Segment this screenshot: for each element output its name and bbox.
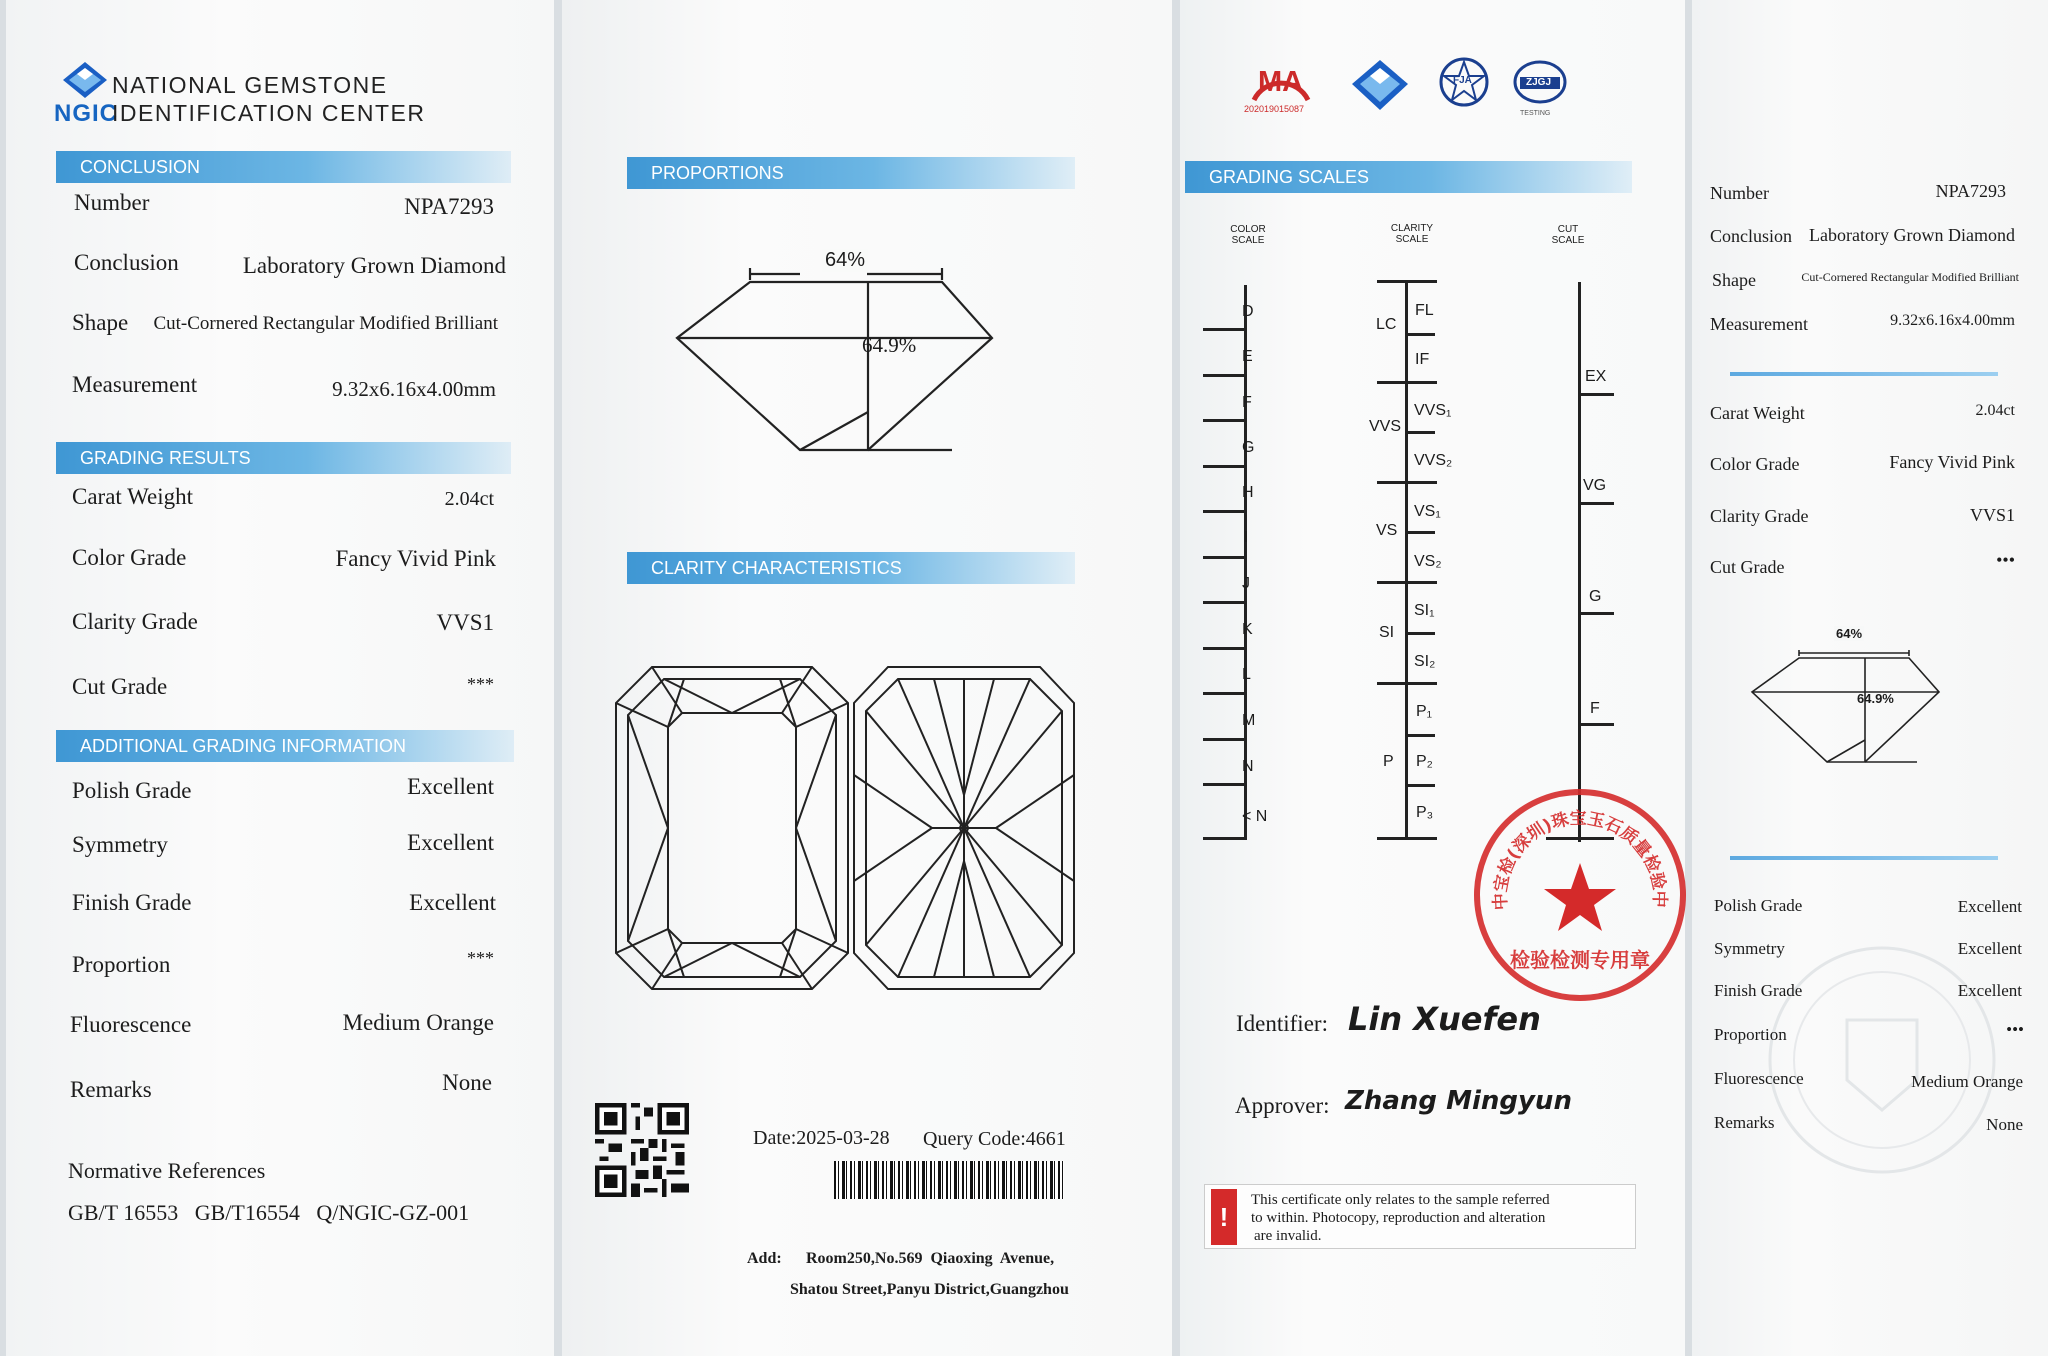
- clarity-plot-pavilion: [852, 665, 1076, 991]
- summary-conclusion-label: Conclusion: [1710, 226, 1793, 246]
- cut-scale-axis: [1578, 282, 1581, 842]
- cut-grade-EX: EX: [1585, 368, 1607, 385]
- polish-value: Excellent: [407, 774, 494, 799]
- color-tick: [1203, 374, 1245, 377]
- summary-clarity-value: VVS1: [1969, 505, 2015, 525]
- summary-table-percent: 64%: [1836, 626, 1863, 641]
- fluorescence-label: Fluorescence: [70, 1012, 192, 1037]
- cut-tick: [1578, 502, 1614, 505]
- approver-signature: Zhang Mingyun: [1345, 1086, 1572, 1116]
- section-bar-additional: ADDITIONAL GRADING INFORMATION: [56, 730, 514, 762]
- summary-carat-label: Carat Weight: [1710, 403, 1805, 423]
- ma-logo-text: MA: [1258, 66, 1304, 98]
- color-grade-M: M: [1242, 712, 1256, 729]
- identifier-signature: Lin Xuefen: [1348, 1000, 1541, 1038]
- remarks-value: None: [442, 1070, 492, 1095]
- notice-line1: This certificate only relates to the sample referred: [1251, 1192, 1550, 1208]
- summary-finish-value: Excellent: [1957, 981, 2022, 1000]
- cut-tick: [1578, 612, 1614, 615]
- summary-cut-value: •••: [1996, 550, 2015, 570]
- clarity-grade-P2: P₂: [1416, 753, 1433, 770]
- divider-2: [1730, 856, 1998, 860]
- section-bar-proportions: PROPORTIONS: [627, 157, 1075, 189]
- cut-tick: [1578, 393, 1614, 396]
- clarity-grade-label: Clarity Grade: [72, 609, 198, 634]
- color-scale-axis: [1244, 285, 1247, 840]
- shape-label: Shape: [72, 310, 129, 335]
- summary-fluorescence-value: Medium Orange: [1911, 1072, 2023, 1091]
- color-scale-header: COLOR SCALE: [1230, 224, 1266, 246]
- normative-references-list: GB/T 16553 GB/T16554 Q/NGIC-GZ-001: [68, 1200, 470, 1225]
- notice-exclamation-icon: !: [1211, 1189, 1237, 1245]
- clarity-tick: [1405, 531, 1435, 534]
- summary-number-value: NPA7293: [1935, 181, 2006, 201]
- query-code: Query Code:4661: [923, 1128, 1066, 1150]
- color-grade-G: G: [1242, 439, 1255, 456]
- summary-number-label: Number: [1710, 183, 1769, 203]
- barcode: [834, 1161, 1064, 1199]
- color-grade-K: K: [1242, 621, 1253, 638]
- testing-logo-text: TESTING: [1520, 110, 1551, 117]
- clarity-tick: [1405, 333, 1435, 336]
- color-tick: [1203, 465, 1245, 468]
- number-label: Number: [74, 190, 150, 215]
- clarity-scale-header: CLARITY SCALE: [1390, 223, 1434, 245]
- summary-color-label: Color Grade: [1710, 454, 1800, 474]
- carat-value: 2.04ct: [444, 488, 494, 510]
- fja-logo-text: FJA: [1453, 75, 1472, 86]
- measurement-label: Measurement: [72, 372, 198, 397]
- summary-depth-percent: 64.9%: [1857, 691, 1894, 706]
- address-line1: Room250,No.569 Qiaoxing Avenue,: [806, 1250, 1055, 1267]
- ngic-mark-logo: [1350, 58, 1410, 117]
- summary-finish-label: Finish Grade: [1714, 981, 1803, 1000]
- summary-shape-label: Shape: [1712, 270, 1756, 290]
- proportion-value: ***: [467, 948, 494, 968]
- clarity-tick: [1377, 381, 1437, 384]
- color-grade-L: L: [1242, 666, 1251, 683]
- notice-box: [1204, 1184, 1636, 1249]
- clarity-grade-SI1: SI₁: [1414, 602, 1435, 619]
- cut-grade-G: G: [1589, 588, 1602, 605]
- color-tick: [1203, 738, 1245, 741]
- clarity-tick: [1405, 431, 1435, 434]
- color-grade-H: H: [1242, 484, 1254, 501]
- color-grade-below-N: < N: [1242, 808, 1268, 825]
- cut-scale-header: CUT SCALE: [1551, 224, 1585, 246]
- summary-symmetry-label: Symmetry: [1714, 939, 1785, 958]
- clarity-tick: [1405, 632, 1435, 635]
- clarity-scale-axis: [1405, 280, 1408, 840]
- clarity-tick: [1405, 784, 1435, 787]
- summary-cut-label: Cut Grade: [1710, 557, 1785, 577]
- color-grade-I: I: [1244, 529, 1249, 546]
- clarity-grade-VS1: VS₁: [1414, 503, 1441, 520]
- notice-line3: are invalid.: [1254, 1228, 1322, 1244]
- clarity-grade-P3: P₃: [1416, 804, 1434, 821]
- summary-conclusion-value: Laboratory Grown Diamond: [1809, 225, 2015, 245]
- symmetry-value: Excellent: [407, 830, 494, 855]
- color-tick: [1203, 419, 1245, 422]
- finish-label: Finish Grade: [72, 890, 192, 915]
- svg-text:检验检测专用章: 检验检测专用章: [1510, 948, 1650, 972]
- svg-text:中宝检(深圳)珠宝玉石质量检验中心有限公司广州分公司: 中宝检(深圳)珠宝玉石质量检验中: [1490, 808, 1670, 911]
- number-value: NPA7293: [404, 194, 494, 219]
- summary-measurement-label: Measurement: [1710, 314, 1808, 334]
- color-grade-E: E: [1242, 348, 1253, 365]
- ngic-logo: [60, 60, 110, 100]
- panel-grading-scales: [1180, 0, 1685, 1356]
- watermark-emblem: [1762, 940, 2002, 1185]
- carat-label: Carat Weight: [72, 484, 193, 509]
- color-grade-value: Fancy Vivid Pink: [335, 546, 496, 571]
- report-date: Date:2025-03-28: [753, 1127, 890, 1149]
- inspection-seal-stamp: [1470, 785, 1690, 1010]
- color-tick: [1203, 556, 1245, 559]
- clarity-group-VS: VS: [1376, 522, 1398, 539]
- finish-value: Excellent: [409, 890, 496, 915]
- table-percent: 64%: [822, 249, 868, 272]
- summary-remarks-label: Remarks: [1714, 1113, 1775, 1132]
- clarity-tick: [1377, 581, 1437, 584]
- cut-grade-value: ***: [467, 674, 494, 694]
- divider-1: [1730, 372, 1998, 376]
- summary-symmetry-value: Excellent: [1957, 939, 2022, 958]
- color-grade-D: D: [1242, 303, 1254, 320]
- clarity-tick: [1377, 837, 1437, 840]
- clarity-group-SI: SI: [1379, 624, 1395, 641]
- panel-proportions-clarity: [562, 0, 1172, 1356]
- summary-proportion-value: •••: [2006, 1020, 2024, 1039]
- color-tick: [1203, 328, 1245, 331]
- summary-clarity-label: Clarity Grade: [1710, 506, 1809, 526]
- clarity-grade-SI2: SI₂: [1414, 653, 1436, 670]
- clarity-grade-FL: FL: [1415, 302, 1434, 319]
- org-abbr: NGIC: [54, 100, 118, 127]
- section-bar-conclusion: CONCLUSION: [56, 151, 511, 183]
- section-bar-grading-results: GRADING RESULTS: [56, 442, 511, 474]
- summary-carat-value: 2.04ct: [1975, 402, 2015, 419]
- color-tick: [1203, 837, 1245, 840]
- summary-color-value: Fancy Vivid Pink: [1889, 452, 2015, 472]
- summary-fluorescence-label: Fluorescence: [1714, 1069, 1804, 1088]
- clarity-grade-P1: P₁: [1416, 703, 1433, 720]
- summary-proportion-label: Proportion: [1714, 1025, 1787, 1044]
- conclusion-value: Laboratory Grown Diamond: [242, 253, 506, 278]
- color-tick: [1203, 601, 1245, 604]
- polish-label: Polish Grade: [72, 778, 192, 803]
- clarity-tick: [1377, 682, 1437, 685]
- color-tick: [1203, 510, 1245, 513]
- section-bar-grading-scales: GRADING SCALES: [1185, 161, 1632, 193]
- address-label: Add:: [747, 1250, 782, 1267]
- clarity-grade-VVS1: VVS₁: [1414, 402, 1452, 419]
- summary-shape-value: Cut-Cornered Rectangular Modified Brilliant: [1801, 270, 2019, 284]
- color-tick: [1203, 692, 1245, 695]
- proportion-label: Proportion: [72, 952, 171, 977]
- proportions-diagram: [672, 250, 1022, 460]
- clarity-group-LC: LC: [1376, 316, 1397, 333]
- clarity-grade-VVS2: VVS₂: [1414, 452, 1453, 469]
- org-name-line2: IDENTIFICATION CENTER: [112, 100, 426, 126]
- zjgj-logo-text: ZJGJ: [1526, 77, 1552, 88]
- clarity-grade-VS2: VS₂: [1414, 553, 1442, 570]
- identifier-label: Identifier:: [1236, 1011, 1328, 1036]
- clarity-plot-crown: [614, 665, 850, 991]
- ma-logo-number: 202019015087: [1244, 104, 1305, 114]
- conclusion-label: Conclusion: [74, 250, 179, 275]
- color-grade-J: J: [1242, 575, 1250, 592]
- approver-label: Approver:: [1235, 1093, 1330, 1118]
- normative-references-label: Normative References: [68, 1158, 266, 1183]
- measurement-value: 9.32x6.16x4.00mm: [332, 377, 496, 401]
- clarity-group-P: P: [1383, 753, 1394, 770]
- shape-value: Cut-Cornered Rectangular Modified Brilliant: [153, 313, 498, 334]
- cut-grade-VG: VG: [1583, 477, 1607, 494]
- color-tick: [1203, 647, 1245, 650]
- symmetry-label: Symmetry: [72, 832, 168, 857]
- color-tick: [1203, 783, 1245, 786]
- panel-summary-card: [1692, 0, 2048, 1356]
- color-grade-N: N: [1242, 758, 1254, 775]
- summary-polish-label: Polish Grade: [1714, 896, 1803, 915]
- cut-tick: [1578, 723, 1614, 726]
- clarity-tick: [1405, 734, 1435, 737]
- clarity-tick: [1377, 481, 1437, 484]
- summary-polish-value: Excellent: [1957, 897, 2022, 916]
- depth-percent: 64.9%: [862, 333, 917, 357]
- color-grade-F: F: [1242, 394, 1252, 411]
- address-line2: Shatou Street,Panyu District,Guangzhou: [790, 1281, 1069, 1298]
- color-grade-label: Color Grade: [72, 545, 187, 570]
- clarity-grade-IF: IF: [1415, 351, 1430, 368]
- remarks-label: Remarks: [70, 1077, 152, 1102]
- clarity-group-VVS: VVS: [1369, 418, 1402, 435]
- notice-line2: to within. Photocopy, reproduction and alteration: [1251, 1210, 1546, 1226]
- fluorescence-value: Medium Orange: [342, 1010, 494, 1035]
- cut-grade-label: Cut Grade: [72, 674, 168, 699]
- panel-report-details: [6, 0, 554, 1356]
- section-bar-clarity-characteristics: CLARITY CHARACTERISTICS: [627, 552, 1075, 584]
- summary-measurement-value: 9.32x6.16x4.00mm: [1890, 312, 2015, 329]
- clarity-tick: [1377, 280, 1437, 283]
- cut-grade-F: F: [1590, 700, 1600, 717]
- qr-code: [595, 1103, 689, 1197]
- summary-remarks-value: None: [1986, 1115, 2023, 1134]
- clarity-grade-value: VVS1: [436, 610, 494, 635]
- org-name-line1: NATIONAL GEMSTONE: [112, 72, 388, 98]
